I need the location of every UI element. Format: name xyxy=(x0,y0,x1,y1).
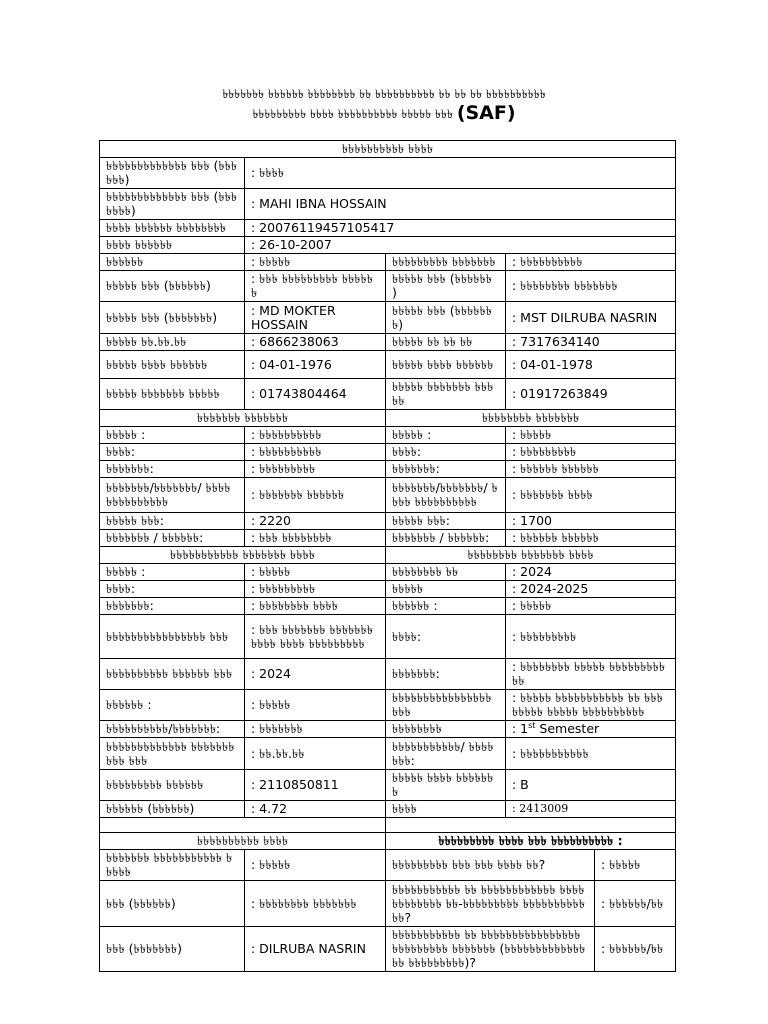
class-roll-label: ৳৳৳৳ xyxy=(386,801,506,818)
question-2-answer: : ৳৳৳৳৳৳/৳৳ xyxy=(595,881,676,927)
gpa-value: : 4.72 xyxy=(245,801,386,818)
mother-dob-label: ৳৳৳৳৳ ৳৳৳৳ ৳৳৳৳৳৳ xyxy=(386,351,506,379)
previous-group-label: ৳৳৳৳৳৳ : xyxy=(100,690,245,721)
previous-district-label: ৳৳৳৳: xyxy=(100,581,245,598)
exam-name-value: : ৳৳.৳৳.৳৳ xyxy=(245,738,386,770)
previous-division-label: ৳৳৳৳৳ : xyxy=(100,564,245,581)
present-postcode-label: ৳৳৳৳৳ ৳৳৳: xyxy=(100,513,245,530)
gpa-label: ৳৳৳৳৳৳ (৳৳৳৳৳৳) xyxy=(100,801,245,818)
permanent-division-label: ৳৳৳৳৳ : xyxy=(386,427,506,444)
admission-info-section-title: ৳৳৳৳৳৳৳৳ ৳৳৳৳৳৳৳ ৳৳৳৳ xyxy=(386,547,676,564)
previous-upazila-label: ৳৳৳৳৳৳৳: xyxy=(100,598,245,615)
question-1-answer: : ৳৳৳৳৳ xyxy=(595,850,676,881)
class-roll-value: : 2413009 xyxy=(506,801,676,818)
admission-district-label: ৳৳৳৳: xyxy=(386,615,506,659)
permanent-postcode-value: : 1700 xyxy=(506,513,676,530)
shift-value: : B xyxy=(506,770,676,801)
session-label: ৳৳৳৳৳ xyxy=(386,581,506,598)
guardian-name-en-label: ৳৳৳ (৳৳৳৳৳৳৳) xyxy=(100,927,245,972)
other-info-section-title: ৳৳৳৳৳৳৳৳৳৳ ৳৳৳৳ xyxy=(100,833,386,850)
present-village-value: : ৳৳৳ ৳৳৳৳৳৳৳৳ xyxy=(245,530,386,547)
permanent-postcode-label: ৳৳৳৳৳ ৳৳৳: xyxy=(386,513,506,530)
question-1-text: ৳৳৳৳৳৳৳৳৳ ৳৳৳ ৳৳৳ ৳৳৳৳ ৳৳? xyxy=(386,850,595,881)
student-admission-form-table xyxy=(99,140,676,972)
gender-value: : ৳৳৳৳৳ xyxy=(245,254,386,271)
permanent-union-value: : ৳৳৳৳৳৳৳ ৳৳৳৳ xyxy=(506,478,676,513)
present-division-label: ৳৳৳৳৳ : xyxy=(100,427,245,444)
nationality-label: ৳৳৳৳৳৳৳৳৳ ৳৳৳৳৳৳৳ xyxy=(386,254,506,271)
previous-roll-label: ৳৳৳৳৳৳৳৳৳ ৳৳৳৳৳৳ xyxy=(100,770,245,801)
passing-year-value: : 2024 xyxy=(245,659,386,690)
gender-label: ৳৳৳৳৳৳ xyxy=(100,254,245,271)
admission-year-label: ৳৳৳৳৳৳৳৳ ৳৳ xyxy=(386,564,506,581)
passing-year-label: ৳৳৳৳৳৳৳৳৳৳ ৳৳৳৳৳৳ ৳৳৳ xyxy=(100,659,245,690)
present-upazila-value: : ৳৳৳৳৳৳৳৳৳ xyxy=(245,461,386,478)
father-name-en-value: : MD MOKTER HOSSAIN xyxy=(245,302,386,334)
mother-name-en-value: : MST DILRUBA NASRIN xyxy=(506,302,676,334)
present-district-value: : ৳৳৳৳৳৳৳৳৳৳ xyxy=(245,444,386,461)
mother-nid-label: ৳৳৳৳৳ ৳৳ ৳৳ ৳৳ xyxy=(386,334,506,351)
semester-ordinal-suffix: st xyxy=(528,720,536,730)
mother-nid-value: : 7317634140 xyxy=(506,334,676,351)
admission-group-value: : ৳৳৳৳৳ xyxy=(506,598,676,615)
student-info-section-title: ৳৳৳৳৳৳৳৳৳৳ ৳৳৳৳ xyxy=(100,141,676,158)
semester-label: ৳৳৳৳৳৳৳৳ xyxy=(386,721,506,738)
previous-group-value: : ৳৳৳৳৳ xyxy=(245,690,386,721)
permanent-upazila-value: : ৳৳৳৳৳৳ ৳৳৳৳৳৳ xyxy=(506,461,676,478)
father-dob-label: ৳৳৳৳৳ ৳৳৳৳ ৳৳৳৳৳৳ xyxy=(100,351,245,379)
form-code-saf: (SAF) xyxy=(456,102,516,124)
present-village-label: ৳৳৳৳৳৳৳ / ৳৳৳৳৳৳: xyxy=(100,530,245,547)
permanent-district-value: : ৳৳৳৳৳৳৳৳৳ xyxy=(506,444,676,461)
present-upazila-label: ৳৳৳৳৳৳৳: xyxy=(100,461,245,478)
admission-institution-value: : ৳৳৳৳৳ ৳৳৳৳৳৳৳৳৳৳৳ ৳৳ ৳৳৳৳৳৳৳৳ ৳৳৳৳৳ ৳৳৳৳৳৳৳৳৳৳ xyxy=(506,690,676,721)
student-name-en-value: : MAHI IBNA HOSSAIN xyxy=(245,189,676,220)
nationality-value: : ৳৳৳৳৳৳৳৳৳৳ xyxy=(506,254,676,271)
guardian-name-bn-value: : ৳৳৳৳৳৳৳৳ ৳৳৳৳৳৳৳ xyxy=(245,881,386,927)
date-of-birth-value: : 26-10-2007 xyxy=(245,237,676,254)
mother-name-bn-label: ৳৳৳৳৳ ৳৳৳ (৳৳৳৳৳৳ ) xyxy=(386,271,506,302)
previous-division-value: : ৳৳৳৳৳ xyxy=(245,564,386,581)
admission-upazila-label: ৳৳৳৳৳৳৳: xyxy=(386,659,506,690)
present-postcode-value: : 2220 xyxy=(245,513,386,530)
permanent-village-label: ৳৳৳৳৳৳৳ / ৳৳৳৳৳৳: xyxy=(386,530,506,547)
question-3-text: ৳৳৳৳৳৳৳৳৳৳৳ ৳৳ ৳৳৳৳৳৳৳৳৳৳৳৳৳৳৳৳ ৳৳৳৳৳৳৳৳৳ ৳৳৳৳৳৳৳ (৳৳৳৳৳৳৳৳৳৳৳৳৳৳৳ ৳৳৳৳৳৳৳৳৳)? xyxy=(386,927,595,972)
father-name-bn-value: : ৳৳৳ ৳৳৳৳৳৳৳৳৳ ৳৳৳৳৳৳ xyxy=(245,271,386,302)
permanent-district-label: ৳৳৳৳: xyxy=(386,444,506,461)
form-heading-line-2 xyxy=(0,102,768,126)
semester-suffix: Semester xyxy=(535,721,600,736)
guardian-name-en-value: : DILRUBA NASRIN xyxy=(245,927,386,972)
previous-institution-label: ৳৳৳৳৳৳৳৳৳৳৳৳৳৳৳৳ ৳৳৳ xyxy=(100,615,245,659)
admission-upazila-value: : ৳৳৳৳৳৳৳৳ ৳৳৳৳৳ ৳৳৳৳৳৳৳৳৳৳৳ xyxy=(506,659,676,690)
board-value: : ৳৳৳৳৳৳৳ xyxy=(245,721,386,738)
permanent-division-value: : ৳৳৳৳৳ xyxy=(506,427,676,444)
present-union-label: ৳৳৳৳৳৳৳/৳৳৳৳৳৳৳/ ৳৳৳৳ ৳৳৳৳৳৳৳৳৳৳ xyxy=(100,478,245,513)
father-mobile-label: ৳৳৳৳৳ ৳৳৳৳৳৳৳ ৳৳৳৳৳ xyxy=(100,379,245,410)
admission-institution-label: ৳৳৳৳৳৳৳৳৳৳৳৳৳৳৳৳ ৳৳৳ xyxy=(386,690,506,721)
mother-dob-value: : 04-01-1978 xyxy=(506,351,676,379)
guardian-name-bn-label: ৳৳৳ (৳৳৳৳৳৳) xyxy=(100,881,245,927)
form-heading-text: ৳৳৳৳৳৳৳৳৳ ৳৳৳৳ ৳৳৳৳৳৳৳৳৳৳ ৳৳৳৳৳ ৳৳৳ xyxy=(252,107,453,121)
present-union-value: : ৳৳৳৳৳৳৳ ৳৳৳৳৳৳ xyxy=(245,478,386,513)
blank-row-left xyxy=(100,818,386,833)
shift-label: ৳৳৳৳৳ ৳৳৳৳ ৳৳৳৳৳৳৳ xyxy=(386,770,506,801)
admission-group-label: ৳৳৳৳৳৳ : xyxy=(386,598,506,615)
date-of-birth-label: ৳৳৳৳ ৳৳৳৳৳৳ xyxy=(100,237,245,254)
father-dob-value: : 04-01-1976 xyxy=(245,351,386,379)
mother-name-en-label: ৳৳৳৳৳ ৳৳৳ (৳৳৳৳৳৳৳) xyxy=(386,302,506,334)
admission-year-value: : 2024 xyxy=(506,564,676,581)
mother-mobile-value: : 01917263849 xyxy=(506,379,676,410)
present-address-section-title: ৳৳৳৳৳৳৳ ৳৳৳৳৳৳৳ xyxy=(100,410,386,427)
permanent-upazila-label: ৳৳৳৳৳৳৳: xyxy=(386,461,506,478)
previous-roll-value: : 2110850811 xyxy=(245,770,386,801)
section-value: : ৳৳৳৳৳৳৳৳৳৳৳ xyxy=(506,738,676,770)
religion-value: : ৳৳৳৳৳ xyxy=(245,850,386,881)
birth-registration-value: : 20076119457105417 xyxy=(245,220,676,237)
exam-name-label: ৳৳৳৳৳৳৳৳৳৳৳৳৳ ৳৳৳৳৳৳৳৳৳৳ ৳৳৳ xyxy=(100,738,245,770)
father-mobile-value: : 01743804464 xyxy=(245,379,386,410)
admission-district-value: : ৳৳৳৳৳৳৳৳৳ xyxy=(506,615,676,659)
blank-row-right xyxy=(386,818,676,833)
mother-name-bn-value: : ৳৳৳৳৳৳৳৳ ৳৳৳৳৳৳৳ xyxy=(506,271,676,302)
previous-upazila-value: : ৳৳৳৳৳৳৳৳ ৳৳৳৳ xyxy=(245,598,386,615)
section-label: ৳৳৳৳৳৳৳৳৳৳৳/ ৳৳৳৳৳৳৳: xyxy=(386,738,506,770)
present-division-value: : ৳৳৳৳৳৳৳৳৳৳ xyxy=(245,427,386,444)
previous-district-value: : ৳৳৳৳৳৳৳৳৳ xyxy=(245,581,386,598)
semester-value xyxy=(506,721,676,738)
permanent-village-value: : ৳৳৳৳৳৳ ৳৳৳৳৳৳ xyxy=(506,530,676,547)
question-2-text: ৳৳৳৳৳৳৳৳৳৳৳ ৳৳ ৳৳৳৳৳৳৳৳৳৳৳৳ ৳৳৳৳ ৳৳৳৳৳৳৳৳ ৳৳-৳৳৳৳৳৳৳৳৳ ৳৳৳৳৳৳৳৳৳৳৳৳? xyxy=(386,881,595,927)
semester-prefix: : 1 xyxy=(512,721,529,736)
student-name-bn-label: ৳৳৳৳৳৳৳৳৳৳৳৳৳ ৳৳৳ (৳৳৳৳৳৳) xyxy=(100,158,245,189)
father-nid-value: : 6866238063 xyxy=(245,334,386,351)
student-name-en-label: ৳৳৳৳৳৳৳৳৳৳৳৳৳ ৳৳৳ (৳৳৳৳৳৳৳) xyxy=(100,189,245,220)
permanent-union-label: ৳৳৳৳৳৳৳/৳৳৳৳৳৳৳/ ৳৳৳৳ ৳৳৳৳৳৳৳৳৳৳ xyxy=(386,478,506,513)
previous-institution-section-title: ৳৳৳৳৳৳৳৳৳৳৳ ৳৳৳৳৳৳৳ ৳৳৳৳ xyxy=(100,547,386,564)
religion-label: ৳৳৳৳৳৳৳ ৳৳৳৳৳৳৳৳৳৳৳ ৳৳৳৳৳ xyxy=(100,850,245,881)
present-district-label: ৳৳৳৳: xyxy=(100,444,245,461)
father-name-en-label: ৳৳৳৳৳ ৳৳৳ (৳৳৳৳৳৳৳) xyxy=(100,302,245,334)
board-label: ৳৳৳৳৳৳৳৳৳৳/৳৳৳৳৳৳৳: xyxy=(100,721,245,738)
father-nid-label: ৳৳৳৳৳ ৳৳.৳৳.৳৳ xyxy=(100,334,245,351)
form-heading-line-1: ৳৳৳৳৳৳৳ ৳৳৳৳৳৳ ৳৳৳৳৳৳৳৳ ৳৳ ৳৳৳৳৳৳৳৳৳৳ ৳৳ ৳৳ ৳৳ ৳৳৳৳৳৳৳৳৳৳ xyxy=(222,87,546,101)
mother-mobile-label: ৳৳৳৳৳ ৳৳৳৳৳৳৳ ৳৳৳৳৳ xyxy=(386,379,506,410)
student-name-bn-value: : ৳৳৳৳ xyxy=(245,158,676,189)
question-3-answer: : ৳৳৳৳৳৳/৳৳ xyxy=(595,927,676,972)
birth-registration-label: ৳৳৳৳ ৳৳৳৳৳৳ ৳৳৳৳৳৳৳৳ xyxy=(100,220,245,237)
father-name-bn-label: ৳৳৳৳৳ ৳৳৳ (৳৳৳৳৳৳) xyxy=(100,271,245,302)
previous-institution-value: : ৳৳৳ ৳৳৳৳৳৳৳ ৳৳৳৳৳৳৳৳৳৳৳ ৳৳৳৳ ৳৳৳৳৳৳৳৳৳ xyxy=(245,615,386,659)
permanent-address-section-title: ৳৳৳৳৳৳৳৳ ৳৳৳৳৳৳৳ xyxy=(386,410,676,427)
session-value: : 2024-2025 xyxy=(506,581,676,598)
questions-section-title: ৳৳৳৳৳৳৳৳৳ ৳৳৳৳ ৳৳৳ ৳৳৳৳৳৳৳৳৳৳ : xyxy=(386,833,676,850)
